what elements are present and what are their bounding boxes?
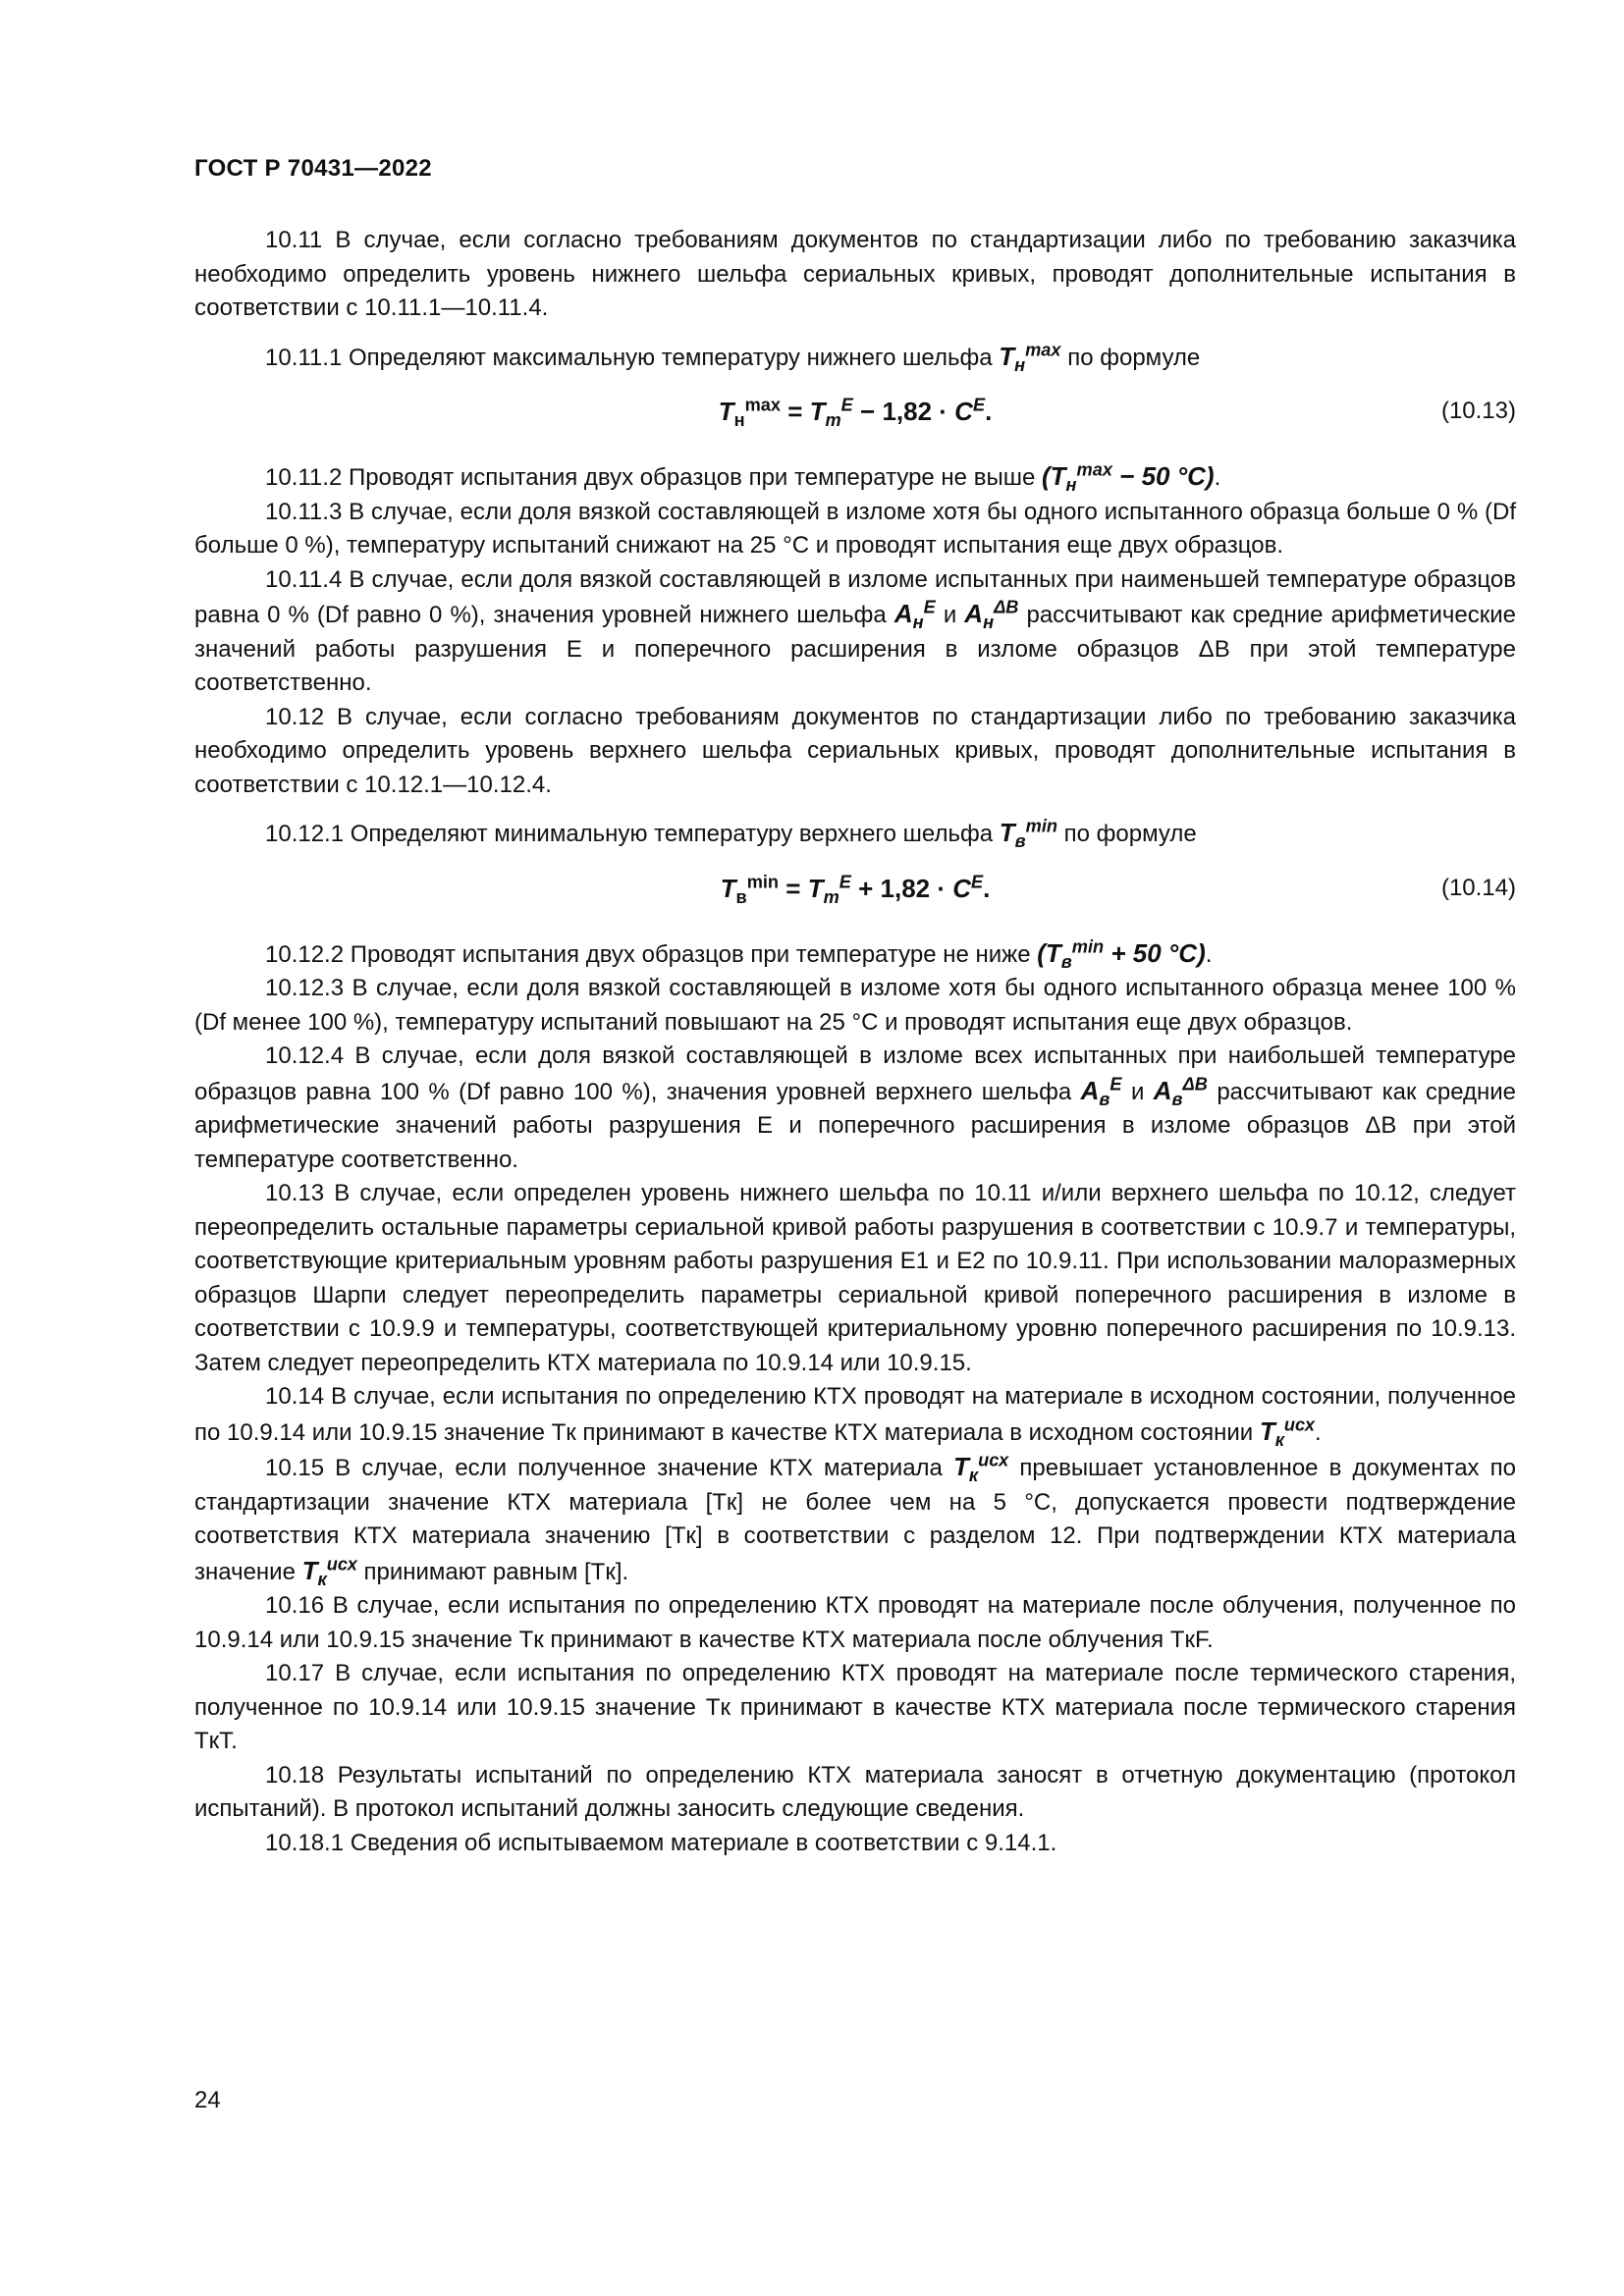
paragraph-10-12-4: 10.12.4 В случае, если доля вязкой составляющей в изломе всех испытанных при наибольшей температуре образцов равна 100 % (Df равно 100 %), значения уровней верхнего шельфа $A_в^E$ и $A_в^{\Delta B}$ рассчитывают как средние арифметические значений работы разрушения E и поперечного расширения в изломе образцов ΔB при этой температуре соответственно. [194,1042,1517,1173]
page-number: 24 [194,2087,221,2113]
formula-10-13-number: (10.13) [1440,398,1516,424]
formula-10-13-expression: $T_н^{max} = T_m^E - 1,82 \cdot C^E$. [718,395,993,431]
paragraph-10-17: 10.17 В случае, если испытания по определению КТХ проводят на материале после термического старения, полученное по 10.9.14 или 10.9.15 значение Tк принимают в качестве КТХ материала после термического старения TкT. [194,1660,1516,1754]
paragraph-10-11-1: 10.11.1 Определяют максимальную температуру нижнего шельфа $T_н^{max}$ по формуле [265,339,1201,375]
formula-10-14-expression: $T_в^{min} = T_m^E + 1,82 \cdot C^E$. [720,871,991,907]
document-header: ГОСТ Р 70431—2022 [194,155,432,182]
paragraph-10-11-3: 10.11.3 В случае, если доля вязкой составляющей в изломе хотя бы одного испытанного образца больше 0 % (Df больше 0 %), температуру испытаний снижают на 25 °С и проводят испытания еще двух образцов. [194,498,1516,559]
document-body [194,224,1516,1860]
paragraph-10-15: 10.15 В случае, если полученное значение КТХ материала $T_к^{исх}$ превышает установленное в документах по стандартизации значение КТХ материала [Tк] не более чем на 5 °С, допускается провести подтверждение соответствия КТХ материала значению [Tк] в соответствии с разделом 12. При подтверждении КТХ материала значение $T_к^{исх}$ принимают равным [Tк]. [194,1450,1517,1589]
formula-10-14-number: (10.14) [1440,874,1516,901]
paragraph-10-18: 10.18 Результаты испытаний по определению КТХ материала заносят в отчетную документацию (протокол испытаний). В протокол испытаний должны заносить следующие сведения. [194,1761,1516,1822]
paragraph-10-11-4: 10.11.4 В случае, если доля вязкой составляющей в изломе испытанных при наименьшей температуре образцов равна 0 % (Df равно 0 %), значения уровней нижнего шельфа $A_н^E$ и $A_н^{\Delta B}$ рассчитывают как средние арифметические значений работы разрушения E и поперечного расширения в изломе образцов ΔB при этой температуре соответственно. [194,565,1517,696]
formula-10-13 [194,387,1516,446]
formula-10-14 [194,864,1516,923]
paragraph-10-12-3: 10.12.3 В случае, если доля вязкой составляющей в изломе хотя бы одного испытанного образца менее 100 % (Df менее 100 %), температуру испытаний повышают на 25 °С и проводят испытания еще двух образцов. [194,975,1516,1036]
paragraph-10-12-2: 10.12.2 Проводят испытания двух образцов при температуре не ниже ($T_в^{min} + 50$ °C). [265,935,1213,972]
paragraph-10-16: 10.16 В случае, если испытания по определению КТХ проводят на материале после облучения, полученное по 10.9.14 или 10.9.15 значение Tк принимают в качестве КТХ материала после облучения TкF. [194,1592,1516,1653]
symbol-t-n-max: $T_н^{max}$ [999,339,1061,375]
paragraph-10-12-1: 10.12.1 Определяют минимальную температуру верхнего шельфа $T_в^{min}$ по формуле [265,816,1197,852]
paragraph-10-14: 10.14 В случае, если испытания по определению КТХ проводят на материале в исходном состоянии, полученное по 10.9.14 или 10.9.15 значение Tк принимают в качестве КТХ материала в исходном состоянии $T_к^{исх}$. [194,1383,1516,1450]
paragraph-10-12: 10.12 В случае, если согласно требованиям документов по стандартизации либо по требованию заказчика необходимо определить уровень верхнего шельфа сериальных кривых, проводят дополнительные испытания в соответствии с 10.12.1—10.12.4. [194,703,1516,798]
paragraph-10-18-1: 10.18.1 Сведения об испытываемом материале в соответствии с 9.14.1. [265,1829,1057,1856]
paragraph-10-13: 10.13 В случае, если определен уровень нижнего шельфа по 10.11 и/или верхнего шельфа по 10.12, следует переопределить остальные параметры сериальной кривой работы разрушения в соответствии с 10.9.7 и температуры, соответствующие критериальным уровням работы разрушения E1 и E2 по 10.9.11. При использовании малоразмерных образцов Шарпи следует переопределить параметры сериальной кривой поперечного расширения в изломе в соответствии с 10.9.9 и температуры, соответствующей критериальному уровню поперечного расширения по 10.9.13. Затем следует переопределить КТХ материала по 10.9.14 или 10.9.15. [194,1180,1516,1376]
paragraph-10-11-2: 10.11.2 Проводят испытания двух образцов при температуре не выше ($T_н^{max} - 50$ °C). [265,459,1221,496]
paragraph-10-11: 10.11 В случае, если согласно требованиям документов по стандартизации либо по требованию заказчика необходимо определить уровень нижнего шельфа сериальных кривых, проводят дополнительные испытания в соответствии с 10.11.1—10.11.4. [194,227,1516,321]
